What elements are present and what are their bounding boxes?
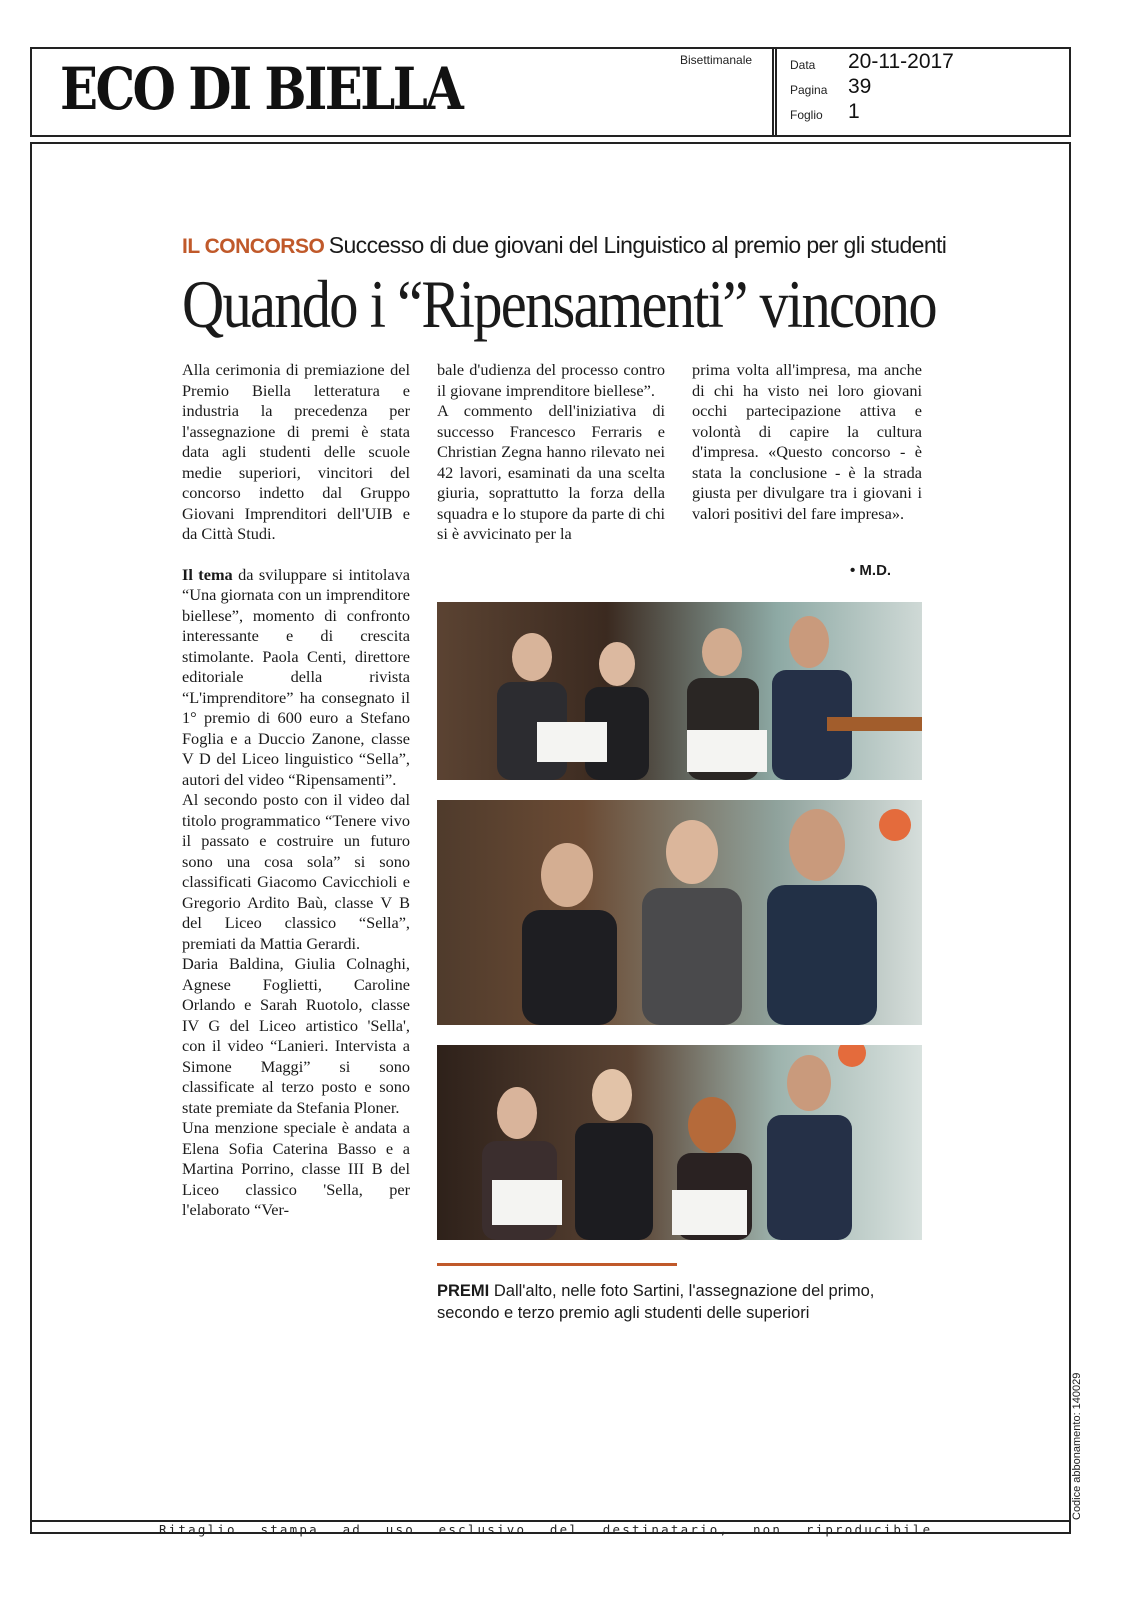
photo-third-prize-figures xyxy=(437,1045,922,1240)
paragraph-second-place: Al secondo posto con il video dal titolo programmatico “Tenere vivo il passato e costruire un futuro sono una cosa sola” si sono classificati Giacomo Cavicchioli e Gregorio Ardito Baù, classe V B del Liceo classico “Sella”, premiati da Mattia Gerardi. xyxy=(182,790,410,953)
meta-label-date: Data xyxy=(790,58,816,72)
headline: Quando i “Ripensamenti” vincono xyxy=(182,266,936,342)
article-column-2 xyxy=(437,360,665,545)
photo-first-prize-figures xyxy=(437,602,922,780)
paragraph-theme xyxy=(182,565,410,791)
kicker: IL CONCORSO xyxy=(182,235,325,258)
masthead-logo: ECO DI BIELLA xyxy=(60,55,462,123)
meta-value-date: 20-11-2017 xyxy=(848,50,954,73)
paragraph-theme-text: da sviluppare si intitolava “Una giornata con un imprenditore biellese”, momento di confronto interessante e di crescita stimolante. Paola Centi, direttore editoriale della rivista “L'imprenditore” ha consegnato il 1° premio di 600 euro a Stefano Foglia e a Duccio Zanone, classe V D del Liceo linguistico “Sella”, autori del video “Ripensamenti”. xyxy=(182,564,411,789)
paragraph-comment: A commento dell'iniziativa di successo Francesco Ferraris e Christian Zegna hanno rilevato nei 42 lavori, esaminati da una scelta giuria, soprattutto la forza della squadra e lo stupore da parte di chi si è avvicinato per la xyxy=(437,401,665,543)
photo-first-prize xyxy=(437,602,922,780)
paragraph-special-mention: Una menzione speciale è andata a Elena Sofia Caterina Basso e a Martina Porrino, classe III B del Liceo classico 'Sella, per l'elaborato “Ver- xyxy=(182,1118,410,1219)
meta-label-sheet: Foglio xyxy=(790,108,823,122)
meta-label-page: Pagina xyxy=(790,83,828,97)
byline: • M.D. xyxy=(850,562,892,579)
paragraph-conclusion: prima volta all'impresa, ma anche di chi ha visto nei loro giovani occhi partecipazione attiva e volontà di capire la cultura d'impresa. «Questo concorso - è stata la conclusione - è la strada giusta per divulgare tra i giovani i valori positivi del fare impresa». xyxy=(692,360,922,523)
caption-rule xyxy=(437,1263,677,1266)
paragraph-lead: Il tema xyxy=(182,564,233,584)
paragraph-continued: bale d'udienza del processo contro il giovane imprenditore biellese”. xyxy=(437,360,665,400)
paragraph-intro: Alla cerimonia di premiazione del Premio Biella letteratura e industria la precedenza per l'assegnazione di premi è stata data agli studenti delle scuole medie superiori, vincitori del concorso indetto dal Gruppo Giovani Imprenditori dell'UIB e da Città Studi. xyxy=(182,360,410,543)
photo-caption xyxy=(437,1280,922,1324)
caption-text: Dall'alto, nelle foto Sartini, l'assegnazione del primo, secondo e terzo premio agli studenti delle superiori xyxy=(437,1282,875,1322)
meta-value-page: 39 xyxy=(848,75,872,98)
photo-third-prize xyxy=(437,1045,922,1240)
caption-lead: PREMI xyxy=(437,1282,490,1300)
article-column-1 xyxy=(182,360,410,1221)
article-column-3 xyxy=(692,360,922,524)
paragraph-third-place: Daria Baldina, Giulia Colnaghi, Agnese Foglietti, Caroline Orlando e Sarah Ruotolo, classe IV G del Liceo artistico 'Sella', con il video “Lanieri. Intervista a Simone Maggi” si sono classificate al terzo posto e sono state premiate da Stefania Ploner. xyxy=(182,954,410,1117)
header-divider xyxy=(772,47,777,137)
meta-value-sheet: 1 xyxy=(848,100,860,123)
kicker-line xyxy=(182,232,947,259)
publication-frequency: Bisettimanale xyxy=(680,53,753,67)
photo-second-prize xyxy=(437,800,922,1025)
subscription-code: Codice abbonamento: 140029 xyxy=(1071,1372,1083,1520)
reproduction-notice: Ritaglio stampa ad uso esclusivo del destinatario, non riproducibile. xyxy=(158,1522,943,1537)
photo-second-prize-figures xyxy=(437,800,922,1025)
subheadline: Successo di due giovani del Linguistico al premio per gli studenti xyxy=(328,232,947,258)
